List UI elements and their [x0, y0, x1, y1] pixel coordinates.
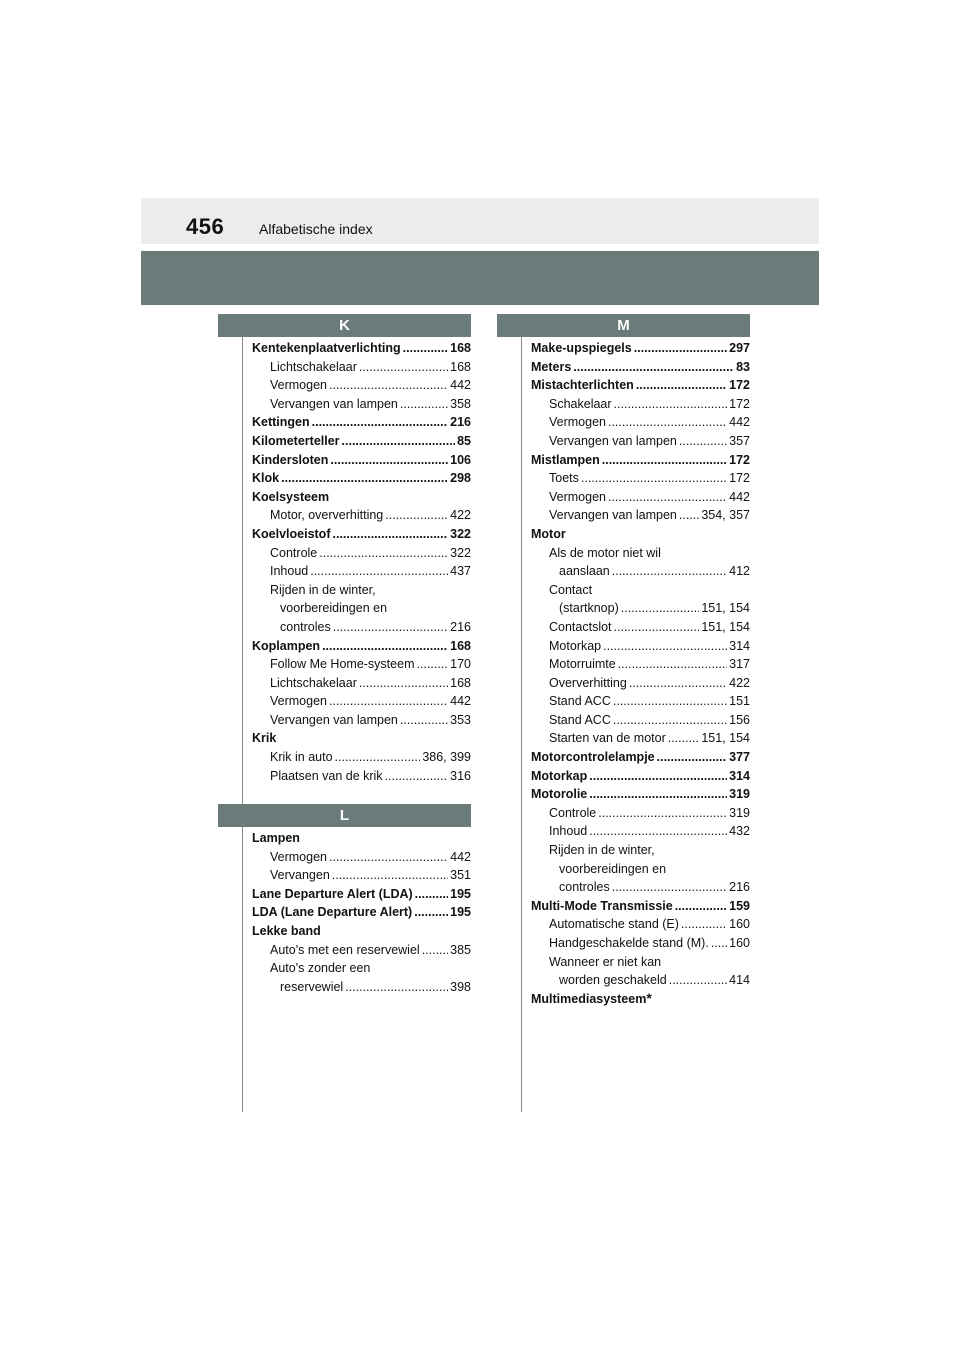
index-entry [531, 711, 750, 730]
dot-leader [613, 692, 727, 711]
index-entry [252, 767, 471, 786]
entry-label: Motorruimte [549, 657, 616, 672]
dot-leader [310, 562, 448, 581]
entry-label: Als de motor niet wil [549, 545, 661, 560]
dot-leader [679, 432, 727, 451]
entry-page-ref: 151, 154 [701, 731, 750, 746]
entry-page-ref: 151, 154 [701, 619, 750, 634]
entry-label: voorbereidingen en [280, 601, 388, 616]
entry-page-ref: 170 [450, 657, 471, 672]
index-entry [531, 581, 750, 600]
index-entry [252, 748, 471, 767]
entry-page-ref: 160 [729, 936, 750, 950]
dot-leader [589, 822, 727, 841]
index-entry [252, 655, 471, 674]
index-entry [531, 339, 750, 358]
entry-page-ref: 317 [729, 657, 750, 672]
entry-page-ref: 442 [450, 849, 471, 864]
entry-page-ref: 151, 154 [701, 601, 750, 616]
entry-label: controles [280, 619, 331, 634]
entry-label: Inhoud [549, 824, 588, 839]
entry-label: Koelvloeistof [252, 526, 331, 541]
index-entry [531, 804, 750, 823]
dot-leader [608, 488, 727, 507]
entry-label: Stand ACC [549, 712, 611, 727]
dot-leader [385, 506, 448, 525]
entry-page-ref: 314 [729, 768, 750, 783]
entry-label: Meters [531, 359, 572, 374]
index-entry [531, 767, 750, 786]
dot-leader [281, 469, 448, 488]
section-header-l: L [218, 804, 471, 827]
entry-page-ref: 168 [450, 638, 471, 653]
index-entry [531, 655, 750, 674]
entry-label: Lichtschakelaar [270, 675, 357, 690]
entry-label: Vermogen [270, 378, 327, 393]
entry-page-ref: 160 [729, 917, 750, 932]
dot-leader [333, 525, 449, 544]
entry-page-ref: 168 [450, 341, 471, 355]
index-entry [531, 599, 750, 618]
entry-label: Vermogen [270, 694, 327, 709]
dot-leader [581, 469, 727, 488]
dot-leader [319, 544, 448, 563]
index-entry [531, 860, 750, 879]
dot-leader [589, 767, 727, 786]
index-entry [252, 885, 471, 904]
entry-label: Toets [549, 471, 579, 486]
entry-label: Vermogen [549, 415, 606, 430]
index-entry [531, 841, 750, 860]
entry-label: controles [559, 880, 610, 895]
entry-label: Mistachterlichten [531, 378, 634, 393]
entry-page-ref: 437 [450, 564, 471, 579]
entry-label: Lampen [252, 831, 300, 845]
index-entry [531, 618, 750, 637]
dot-leader [415, 885, 448, 904]
dot-leader [614, 618, 700, 637]
index-entry [252, 729, 471, 748]
entry-label: Vervangen van lampen [549, 433, 677, 448]
index-entry [252, 829, 471, 848]
dot-leader [668, 729, 700, 748]
dot-leader [621, 599, 700, 618]
entry-page-ref: 172 [729, 452, 750, 467]
index-entry [252, 562, 471, 581]
dot-leader [400, 711, 448, 730]
entry-page-ref: 314 [729, 638, 750, 653]
entry-page-ref: 432 [729, 824, 750, 839]
index-entry [252, 451, 471, 470]
index-entry [252, 581, 471, 600]
index-entry [252, 525, 471, 544]
entry-label: Vervangen [270, 868, 330, 883]
dot-leader [573, 358, 734, 377]
index-entry [252, 469, 471, 488]
index-entry [252, 978, 471, 997]
entry-page-ref: 168 [450, 675, 471, 690]
entry-label: Rijden in de winter, [549, 843, 655, 858]
entry-page-ref: 385 [450, 942, 471, 957]
dot-leader [329, 848, 448, 867]
index-entry [252, 599, 471, 618]
entry-page-ref: 353 [450, 712, 471, 727]
dot-leader [329, 692, 448, 711]
dot-leader [332, 866, 448, 885]
dot-leader [589, 785, 727, 804]
entry-label: LDA (Lane Departure Alert) [252, 905, 413, 920]
page-title: Alfabetische index [259, 221, 373, 237]
index-entry [531, 395, 750, 414]
entry-label: Motorolie [531, 787, 588, 802]
entry-page-ref: 319 [729, 805, 750, 820]
entry-label: Kilometerteller [252, 433, 340, 448]
index-entry [252, 506, 471, 525]
entry-label: Koplampen [252, 638, 321, 653]
entry-label: Mistlampen [531, 452, 600, 467]
entry-label: Lekke band [252, 923, 321, 938]
entry-page-ref: 85 [457, 433, 471, 448]
index-entry [531, 822, 750, 841]
index-entry [252, 637, 471, 656]
index-entry [252, 692, 471, 711]
dot-leader [675, 897, 727, 916]
entry-label: Lichtschakelaar [270, 359, 357, 374]
entry-label: Auto's zonder een [270, 961, 371, 976]
entry-label: Vervangen van lampen [549, 508, 677, 523]
entry-page-ref: 83 [736, 359, 750, 374]
dot-leader [335, 748, 421, 767]
index-entry [252, 618, 471, 637]
dot-leader [613, 711, 727, 730]
dot-leader [636, 376, 727, 395]
index-entry [252, 866, 471, 885]
index-entry [531, 915, 750, 934]
index-entry [531, 692, 750, 711]
index-entry [531, 729, 750, 748]
index-entry [252, 413, 471, 432]
index-entry [531, 544, 750, 563]
index-entry [531, 748, 750, 767]
entry-label: Motor, oververhitting [270, 508, 384, 523]
index-entry [531, 878, 750, 897]
entry-page-ref: 322 [450, 526, 471, 541]
dot-leader [333, 618, 448, 637]
dot-leader [618, 655, 727, 674]
index-entry [531, 469, 750, 488]
dot-leader [608, 413, 727, 432]
index-entry [531, 358, 750, 377]
entry-page-ref: 442 [729, 489, 750, 504]
dot-leader [342, 432, 456, 451]
dot-leader [385, 767, 449, 786]
dot-leader [614, 395, 728, 414]
index-entry [252, 395, 471, 414]
index-entry [531, 413, 750, 432]
dot-leader [669, 971, 727, 990]
entry-label: Make-upspiegels [531, 341, 632, 355]
index-entry: Multimediasysteem * [531, 990, 750, 1009]
dot-leader [657, 748, 728, 767]
entry-page-ref: 172 [729, 471, 750, 486]
entry-page-ref: 442 [450, 378, 471, 393]
entry-page-ref: 414 [729, 973, 750, 988]
dot-leader [414, 903, 448, 922]
chapter-band [141, 251, 819, 305]
index-section-m [531, 339, 750, 1008]
entry-label: Controle [549, 805, 597, 820]
entry-page-ref: 322 [450, 545, 471, 560]
index-entry [252, 488, 471, 507]
dot-leader [359, 358, 448, 377]
entry-label: Plaatsen van de krik [270, 768, 383, 783]
index-entry [531, 637, 750, 656]
index-entry [252, 432, 471, 451]
index-entry [531, 562, 750, 581]
entry-label: Klok [252, 471, 280, 486]
index-entry [531, 506, 750, 525]
entry-label: Starten van de motor [549, 731, 666, 746]
dot-leader [603, 637, 727, 656]
dot-leader [681, 915, 727, 934]
index-entry [252, 376, 471, 395]
entry-page-ref: 354, 357 [701, 508, 750, 523]
entry-label: Schakelaar [549, 396, 612, 411]
entry-page-ref: 358 [450, 396, 471, 411]
entry-label: Motor [531, 526, 566, 541]
entry-page-ref: 377 [729, 750, 750, 765]
dot-leader [612, 878, 727, 897]
index-section-k [252, 339, 471, 785]
entry-label: Rijden in de winter, [270, 582, 376, 597]
entry-label: Vervangen van lampen [270, 396, 398, 411]
entry-label: Vermogen [270, 849, 327, 864]
entry-label: Kentekenplaatverlichting [252, 341, 401, 355]
entry-page-ref: 442 [450, 694, 471, 709]
index-entry [531, 971, 750, 990]
dot-leader [359, 674, 448, 693]
index-entry [531, 934, 750, 953]
entry-page-ref: 422 [729, 675, 750, 690]
entry-label: voorbereidingen en [559, 861, 667, 876]
entry-label: Contact [549, 582, 593, 597]
dot-leader [598, 804, 727, 823]
entry-label: worden geschakeld [559, 973, 667, 988]
left-column-rule [242, 334, 243, 1112]
index-entry [252, 922, 471, 941]
dot-leader [629, 674, 727, 693]
dot-leader [330, 451, 448, 470]
entry-page-ref: 386, 399 [422, 750, 471, 765]
entry-label: Multimediasysteem [531, 991, 647, 1006]
entry-page-ref: 106 [450, 452, 471, 467]
entry-label: Stand ACC [549, 694, 611, 709]
dot-leader [345, 978, 448, 997]
index-entry [252, 711, 471, 730]
dot-leader [679, 506, 699, 525]
entry-label: Motorkap [531, 768, 588, 783]
dot-leader [400, 395, 448, 414]
dot-leader [329, 376, 448, 395]
index-entry [252, 358, 471, 377]
entry-page-ref: 298 [450, 471, 471, 486]
entry-page-ref: 195 [450, 886, 471, 901]
index-entry [252, 903, 471, 922]
entry-page-ref: 151 [729, 694, 750, 709]
entry-label: (startknop) [559, 601, 619, 616]
index-entry [531, 897, 750, 916]
entry-page-ref: 216 [450, 415, 471, 430]
entry-page-ref: 172 [729, 378, 750, 393]
entry-label: Oververhitting [549, 675, 627, 690]
index-entry [252, 959, 471, 978]
entry-label: Krik in auto [270, 750, 333, 765]
entry-page-ref: 442 [729, 415, 750, 430]
entry-page-ref: 168 [450, 359, 471, 374]
index-entry [252, 544, 471, 563]
entry-page-ref: 297 [729, 341, 750, 355]
dot-leader [612, 562, 727, 581]
entry-page-ref: 216 [729, 880, 750, 895]
index-entry [252, 674, 471, 693]
entry-page-ref: 351 [450, 868, 471, 883]
entry-label: Lane Departure Alert (LDA) [252, 886, 413, 901]
entry-label: Follow Me Home-systeem [270, 657, 415, 672]
entry-page-ref: 159 [729, 898, 750, 913]
section-header-m: M [497, 314, 750, 337]
entry-page-ref: 398 [450, 979, 471, 994]
entry-page-ref: 195 [450, 905, 471, 920]
entry-label: Multi-Mode Transmissie [531, 898, 673, 913]
dot-leader [312, 413, 449, 432]
entry-label: Auto's met een reservewiel [270, 942, 420, 957]
entry-page-ref: 316 [450, 768, 471, 783]
page-number: 456 [186, 214, 225, 239]
entry-page-ref: 319 [729, 787, 750, 802]
entry-label: Koelsysteem [252, 489, 330, 504]
index-entry [252, 941, 471, 960]
index-entry [252, 339, 471, 358]
entry-label: Kettingen [252, 415, 310, 430]
dot-leader [416, 655, 448, 674]
entry-label: Kindersloten [252, 452, 329, 467]
dot-leader [422, 941, 448, 960]
entry-label: Motorcontrolelampje [531, 750, 655, 765]
entry-page-ref: 216 [450, 619, 471, 634]
dot-leader [711, 934, 727, 953]
entry-label: Controle [270, 545, 318, 560]
right-column-rule [521, 334, 522, 1112]
index-entry [531, 488, 750, 507]
index-section-l [252, 829, 471, 996]
dot-leader [602, 451, 727, 470]
index-entry [531, 432, 750, 451]
entry-label: reservewiel [280, 979, 344, 994]
index-entry [252, 848, 471, 867]
index-entry [531, 451, 750, 470]
dot-leader [322, 637, 448, 656]
entry-label: Vervangen van lampen [270, 712, 398, 727]
index-entry [531, 674, 750, 693]
entry-page-ref: 357 [729, 433, 750, 448]
entry-label: Krik [252, 731, 277, 746]
index-entry [531, 525, 750, 544]
entry-label: Contactslot [549, 619, 612, 634]
entry-label: Motorkap [549, 638, 602, 653]
entry-page-ref: 156 [729, 712, 750, 727]
dot-leader [403, 339, 448, 358]
entry-page-ref: 422 [450, 508, 471, 523]
entry-label: Wanneer er niet kan [549, 954, 662, 969]
index-entry [531, 785, 750, 804]
entry-page-ref: 412 [729, 564, 750, 579]
entry-page-ref: 172 [729, 396, 750, 411]
entry-label: aanslaan [559, 564, 610, 579]
entry-label: Inhoud [270, 564, 309, 579]
entry-label: Automatische stand (E) [549, 917, 679, 932]
entry-label: Vermogen [549, 489, 606, 504]
section-header-k: K [218, 314, 471, 337]
dot-leader [634, 339, 727, 358]
index-entry [531, 953, 750, 972]
index-entry [531, 376, 750, 395]
entry-label: Handgeschakelde stand (M). [549, 936, 709, 950]
header-band [141, 198, 819, 244]
